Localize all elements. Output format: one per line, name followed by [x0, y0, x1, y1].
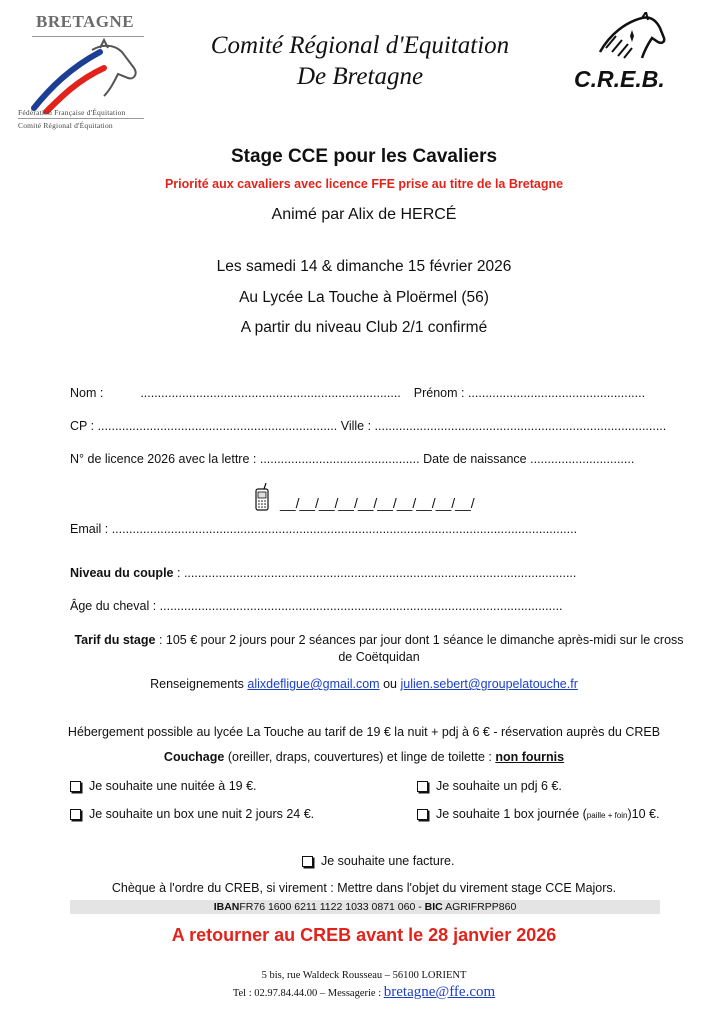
- animator-line: Animé par Alix de HERCÉ: [271, 206, 457, 223]
- bic-label: BIC: [424, 901, 443, 913]
- footer-address: 5 bis, rue Waldeck Rousseau – 56100 LORIENT: [261, 970, 467, 981]
- checkbox-icon[interactable]: [70, 781, 81, 792]
- iban-value: FR76 1600 6211 1122 1033 0871 060: [239, 901, 416, 913]
- option-box-nuit-label: Je souhaite un box une nuit 2 jours 24 €.: [89, 807, 315, 821]
- cp-row: [70, 419, 666, 433]
- tarif-text: : 105 € pour 2 jours pour 2 séances par jour dont 1 séance le dimanche après-midi sur le cross de Coëtquidan: [155, 633, 684, 664]
- email-label: Email :: [70, 522, 109, 536]
- naissance-label: Date de naissance: [423, 452, 527, 466]
- contact-label: Renseignements: [150, 677, 244, 691]
- deadline-notice: A retourner au CREB avant le 28 janvier 2026: [171, 925, 557, 945]
- couchage-label: Couchage: [163, 750, 225, 764]
- age-label: Âge du cheval :: [70, 599, 157, 613]
- cp-field[interactable]: .....................................................................: [97, 419, 338, 433]
- header-title: [150, 30, 570, 92]
- ffe-logo: [14, 12, 144, 134]
- option-box-journee-small: paille + foin: [586, 811, 628, 820]
- ffe-logo-brand: BRETAGNE: [36, 12, 135, 31]
- divider: [32, 36, 144, 37]
- couchage-status: non fournis: [495, 750, 565, 764]
- ffe-logo-subtitle-2: Comité Régional d'Équitation: [18, 121, 113, 130]
- bank-separator: -: [415, 901, 425, 913]
- couchage-text: (oreiller, draps, couvertures) et linge de toilette :: [224, 750, 496, 764]
- creb-horse-logo-icon: [596, 12, 666, 62]
- header-title-line-1: Comité Régional d'Equitation: [210, 32, 510, 59]
- option-pdj[interactable]: [417, 779, 562, 793]
- licence-field[interactable]: ..............................................: [259, 452, 420, 466]
- mobile-phone-icon: [254, 483, 270, 511]
- option-facture[interactable]: [302, 854, 454, 868]
- event-level: A partir du niveau Club 2/1 confirmé: [240, 319, 488, 336]
- nom-row: [70, 386, 645, 400]
- option-box-journee-label: [436, 807, 659, 821]
- age-row: [70, 599, 563, 613]
- niveau-label: Niveau du couple: [70, 566, 174, 580]
- bic-value: AGRIFRPP860: [442, 901, 517, 913]
- cheque-line: Chèque à l'ordre du CREB, si virement : Mettre dans l'objet du virement stage CCE Majors.: [111, 881, 617, 895]
- ville-label: Ville :: [340, 419, 372, 433]
- hebergement-line: Hébergement possible au lycée La Touche au tarif de 19 € la nuit + pdj à 6 € - réservation auprès du CREB: [67, 725, 661, 739]
- iban-label: IBAN: [213, 901, 240, 913]
- phone-row: [254, 483, 475, 511]
- option-box-journee-price: )10 €.: [627, 807, 660, 821]
- ville-field[interactable]: ....................................................................................: [374, 419, 667, 433]
- option-box-journee-text: Je souhaite 1 box journée (: [436, 807, 587, 821]
- footer-contact: [0, 984, 728, 1001]
- checkbox-icon[interactable]: [417, 781, 428, 792]
- creb-logo: [574, 12, 700, 96]
- licence-row: [70, 452, 634, 466]
- event-place: Au Lycée La Touche à Ploërmel (56): [239, 289, 489, 306]
- option-box-nuit[interactable]: [70, 807, 314, 821]
- option-nuitee-label: Je souhaite une nuitée à 19 €.: [89, 779, 257, 793]
- email-field[interactable]: ......................................................................................................................................: [111, 522, 578, 536]
- horse-head-logo-icon: [30, 38, 142, 114]
- phone-field[interactable]: __/__/__/__/__/__/__/__/__/__/: [280, 495, 475, 511]
- checkbox-icon[interactable]: [302, 856, 313, 867]
- contact-line: [0, 677, 728, 691]
- option-facture-label: Je souhaite une facture.: [321, 854, 455, 868]
- priority-note: Priorité aux cavaliers avec licence FFE prise au titre de la Bretagne: [164, 177, 564, 191]
- tarif-paragraph: [70, 632, 688, 666]
- header-title-line-2: De Bretagne: [296, 63, 424, 90]
- nom-field[interactable]: ...........................................................................: [140, 386, 401, 400]
- option-box-journee[interactable]: [417, 807, 659, 821]
- prenom-field[interactable]: ...................................................: [467, 386, 646, 400]
- prenom-label: Prénom :: [413, 386, 465, 400]
- niveau-colon: :: [173, 566, 181, 580]
- nom-label: Nom :: [70, 386, 104, 400]
- niveau-row: [70, 566, 576, 580]
- niveau-field[interactable]: .................................................................................................................: [183, 566, 577, 580]
- option-pdj-label: Je souhaite un pdj 6 €.: [436, 779, 562, 793]
- event-title: Stage CCE pour les Cavaliers: [230, 146, 498, 167]
- cp-label: CP :: [70, 419, 95, 433]
- licence-label: N° de licence 2026 avec la lettre :: [70, 452, 257, 466]
- contact-email-2-link[interactable]: julien.sebert@groupelatouche.fr: [400, 677, 578, 691]
- contact-or: ou: [383, 677, 397, 691]
- footer-tel: Tel : 02.97.84.44.00 – Messagerie :: [232, 988, 384, 999]
- creb-logo-text: C.R.E.B.: [574, 66, 665, 92]
- option-nuitee[interactable]: [70, 779, 257, 793]
- bank-details-band: [70, 900, 660, 914]
- checkbox-icon[interactable]: [70, 809, 81, 820]
- naissance-field[interactable]: ..............................: [530, 452, 635, 466]
- couchage-line: [0, 750, 728, 764]
- age-field[interactable]: ....................................................................................................................: [159, 599, 563, 613]
- contact-email-1-link[interactable]: alixdefligue@gmail.com: [247, 677, 380, 691]
- event-dates: Les samedi 14 & dimanche 15 février 2026: [216, 258, 512, 275]
- ffe-logo-subtitle-1: Fédération Française d'Équitation: [18, 108, 126, 117]
- divider: [18, 118, 144, 119]
- footer-email-link[interactable]: bretagne@ffe.com: [383, 984, 496, 1000]
- email-row: [70, 522, 577, 536]
- tarif-label: Tarif du stage: [74, 633, 156, 647]
- checkbox-icon[interactable]: [417, 809, 428, 820]
